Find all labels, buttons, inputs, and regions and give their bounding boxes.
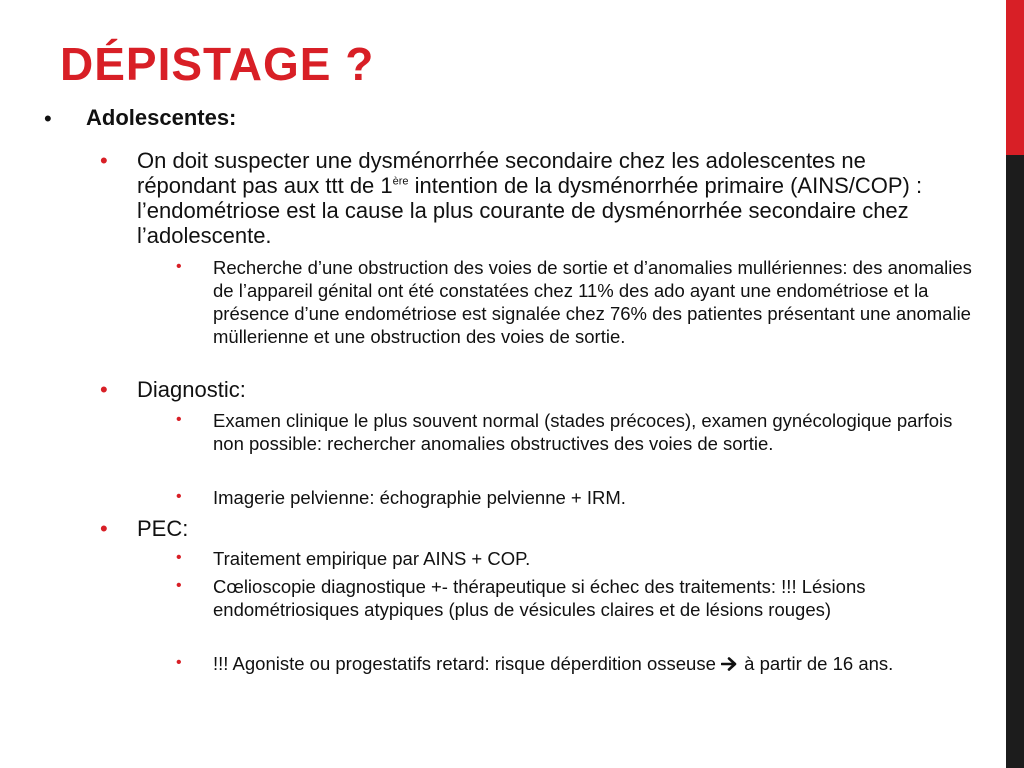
suspect-text <box>137 148 967 248</box>
pec-agonist-pre: !!! Agoniste ou progestatifs retard: risque déperdition osseuse <box>213 653 722 674</box>
bullet-marker: • <box>100 148 108 173</box>
bullet-marker: • <box>176 411 182 428</box>
right-accent-bar-dark <box>1006 155 1024 768</box>
right-accent-bar <box>1006 0 1024 768</box>
slide-title: DÉPISTAGE ? <box>60 38 375 90</box>
bullet-marker: • <box>176 488 182 505</box>
pec-agonist-post: à partir de 16 ans. <box>739 653 894 674</box>
diagnostic-label: Diagnostic: <box>137 377 246 402</box>
diagnostic-imaging-text: Imagerie pelvienne: échographie pelvienne + IRM. <box>213 487 626 508</box>
pec-treatment-text: Traitement empirique par AINS + COP. <box>213 548 531 569</box>
pec-label: PEC: <box>137 516 189 541</box>
arrow-right-icon <box>721 655 739 673</box>
suspect-text-post: intention de la dysménorrhée primaire (AINS/COP) : l’endométriose est la cause la plus courante de dysménorrhée secondaire chez l’adolescente. <box>137 173 923 248</box>
obstruction-text: Recherche d’une obstruction des voies de sortie et d’anomalies mullériennes: des anomalies de l’appareil génital ont été constatées chez 11% des ado ayant une endométriose et la présence d’une endométriose est signalée chez 76% des patientes présentant une anomalie müllerienne et une obstruction des voies de sortie. <box>213 257 972 347</box>
bullet-marker: • <box>176 549 182 566</box>
section-heading: Adolescentes: <box>86 105 237 130</box>
diagnostic-exam-text: Examen clinique le plus souvent normal (stades précoces), examen gynécologique parfois non possible: rechercher anomalies obstructives des voies de sortie. <box>213 410 953 454</box>
bullet-marker: • <box>176 258 182 275</box>
bullet-marker: • <box>176 577 182 594</box>
bullet-marker: • <box>100 377 108 402</box>
pec-agonist-text <box>213 652 978 675</box>
suspect-text-sup: ère <box>392 175 409 188</box>
pec-coelioscopy-text: Cœlioscopie diagnostique +- thérapeutique si échec des traitements: !!! Lésions endométriosiques atypiques (plus de vésicules claires et de lésions rouges) <box>213 576 866 620</box>
bullet-marker: • <box>100 516 108 541</box>
bullet-marker: • <box>44 106 52 131</box>
right-accent-bar-red <box>1006 0 1024 155</box>
suspect-text-pre: On doit suspecter une dysménorrhée secondaire chez les adolescentes ne répondant pas aux ttt de 1 <box>137 148 866 198</box>
bullet-marker: • <box>176 654 182 671</box>
